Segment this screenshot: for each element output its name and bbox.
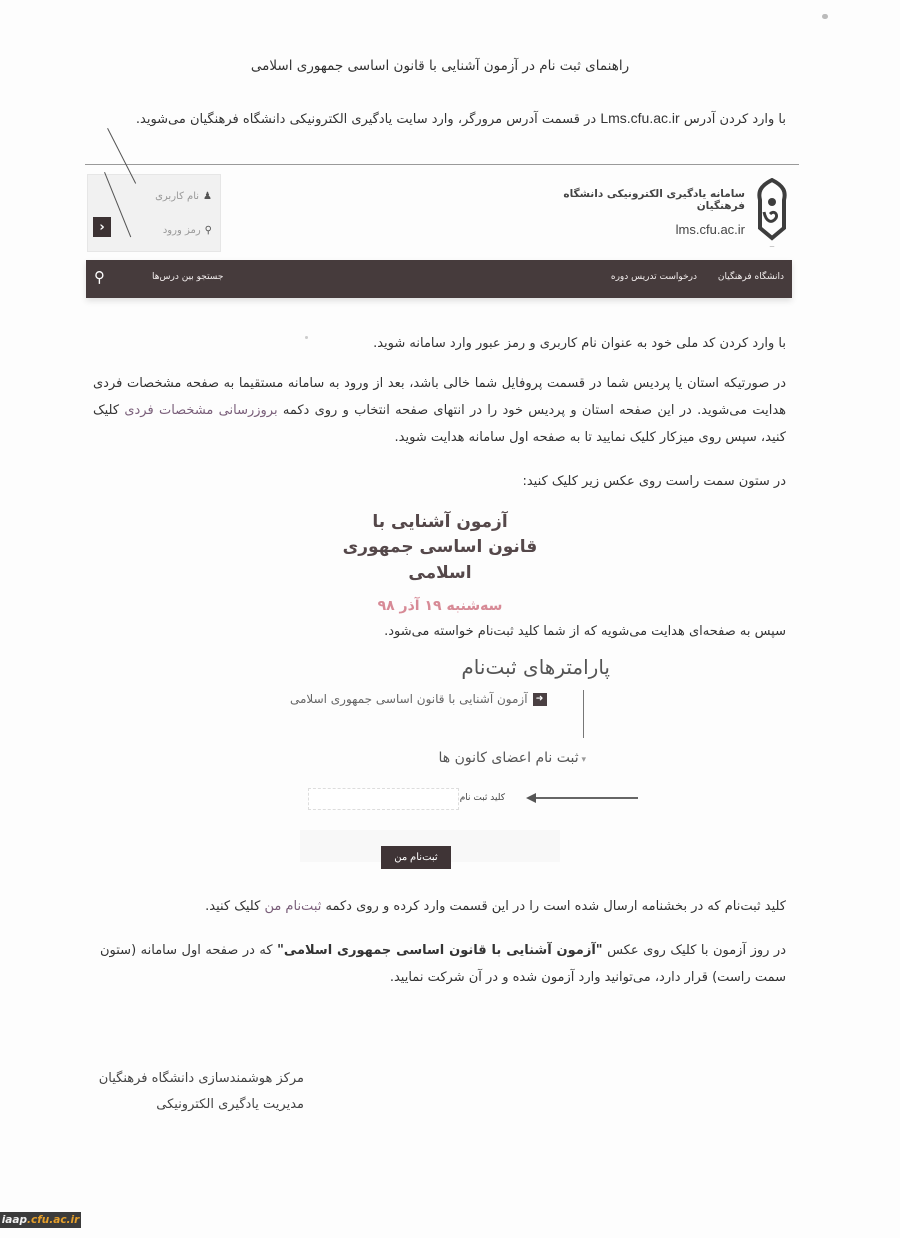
nav-item-university[interactable]: دانشگاه فرهنگیان (717, 272, 784, 282)
annotation-arrow-key (528, 797, 638, 799)
scan-speck (822, 14, 828, 19)
site-url: lms.cfu.ac.ir (675, 222, 745, 237)
enrol-me-highlight: ثبت‌نام من (264, 899, 322, 914)
exam-name-bold: "آزمون آشنایی با قانون اساسی جمهوری اسلامی" (277, 943, 603, 958)
nav-item-teaching-request[interactable]: درخواست تدریس دوره (610, 272, 697, 282)
banner-line2: قانون اساسی جمهوری اسلامی (342, 537, 538, 583)
site-watermark (0, 1212, 81, 1228)
password-placeholder: رمز ورود (162, 224, 201, 236)
key-instructions (190, 893, 786, 920)
watermark-part2: .cfu.ac.ir (26, 1214, 80, 1226)
intro-text-b: در قسمت آدرس مرورگر، وارد سایت یادگیری الکترونیکی دانشگاه فرهنگیان می‌شوید. (135, 112, 601, 127)
login-form (87, 174, 221, 252)
collapse-caret-icon: ▾ (578, 755, 586, 765)
signature-line1: مرکز هوشمندسازی دانشگاه فرهنگیان (98, 1071, 304, 1086)
course-search-input[interactable]: جستجو بین درس‌ها (152, 272, 224, 282)
enter-icon: ➜ (533, 693, 547, 706)
members-section-label: ثبت نام اعضای کانون ها (438, 750, 579, 766)
banner-date: سه‌شنبه ۱۹ آذر ۹۸ (377, 598, 503, 614)
divider (583, 690, 584, 738)
exam-day-instructions (100, 937, 786, 991)
arrow-head-icon (526, 793, 536, 803)
course-name: آزمون آشنایی با قانون اساسی جمهوری اسلامی (290, 692, 528, 706)
members-section-header[interactable] (380, 750, 586, 766)
profile-text-a: در صورتیکه استان یا پردیس شما در قسمت پروفایل شما خالی باشد، بعد از ورود به سامانه مستقیما به صفحه مشخصات فردی هدایت می‌شوید. در این صفحه استان و پردیس خود را در انتهای صفحه انتخاب و روی دکمه (93, 376, 787, 418)
key-text-a: کلید ثبت‌نام که در بخشنامه ارسال شده است را در این قسمت وارد کرده و روی دکمه (321, 899, 786, 914)
enrolment-title: پارامترهای ثبت‌نام (461, 655, 610, 679)
exam-text-b: که در صفحه اول سامانه (ستون سمت راست) قرار دارد، می‌توانید وارد آزمون شده و در آن شرکت نمایید. (100, 943, 786, 985)
signature-line2: مدیریت یادگیری الکترونیکی (156, 1097, 304, 1112)
login-instructions: با وارد کردن کد ملی خود به عنوان نام کاربری و رمز عبور وارد سامانه شوید. (373, 336, 786, 351)
password-field[interactable] (163, 221, 212, 239)
update-profile-highlight: بروزرسانی مشخصات فردی (124, 403, 278, 418)
key-icon: ⚲ (204, 224, 212, 236)
banner-line1: آزمون آشنایی با (372, 512, 508, 532)
divider (85, 164, 799, 165)
lms-url-link[interactable]: Lms.cfu.ac.ir (600, 110, 680, 126)
username-field[interactable] (155, 187, 212, 205)
svg-text:—: — (769, 244, 775, 250)
key-text-b: کلیک کنید. (205, 899, 265, 914)
university-logo (752, 178, 792, 252)
site-name: سامانه یادگیری الکترونیکی دانشگاه فرهنگیان (563, 188, 745, 212)
enrol-me-button[interactable]: ثبت‌نام من (381, 846, 451, 869)
login-submit-button[interactable]: › (93, 217, 111, 237)
exam-text-a: در روز آزمون با کلیک روی عکس (602, 943, 786, 958)
profile-text-b: کلیک کنید، سپس روی میزکار کلیک نمایید تا به صفحه اول سامانه هدایت شوید. (93, 403, 786, 445)
course-link[interactable] (290, 692, 578, 706)
enrolment-key-input[interactable] (308, 788, 459, 810)
redirect-instruction: سپس به صفحه‌ای هدایت می‌شویه که از شما کلید ثبت‌نام خواسته می‌شود. (384, 624, 786, 639)
search-icon[interactable]: ⚲ (94, 268, 105, 286)
click-image-instruction: در ستون سمت راست روی عکس زیر کلیک کنید: (522, 474, 786, 489)
watermark-part1: iaap (1, 1214, 27, 1226)
username-placeholder: نام کاربری (155, 190, 200, 202)
user-icon: ♟ (203, 190, 212, 202)
intro-text-a: با وارد کردن آدرس (679, 112, 786, 127)
lms-navbar (86, 260, 792, 298)
document-title: راهنمای ثبت نام در آزمون آشنایی با قانون اساسی جمهوری اسلامی (250, 58, 630, 74)
enrolment-key-label: کلید ثبت نام (459, 793, 505, 803)
profile-instructions (93, 370, 786, 451)
intro-paragraph (120, 110, 786, 127)
signature (90, 1066, 304, 1118)
exam-banner-image[interactable] (330, 510, 550, 614)
